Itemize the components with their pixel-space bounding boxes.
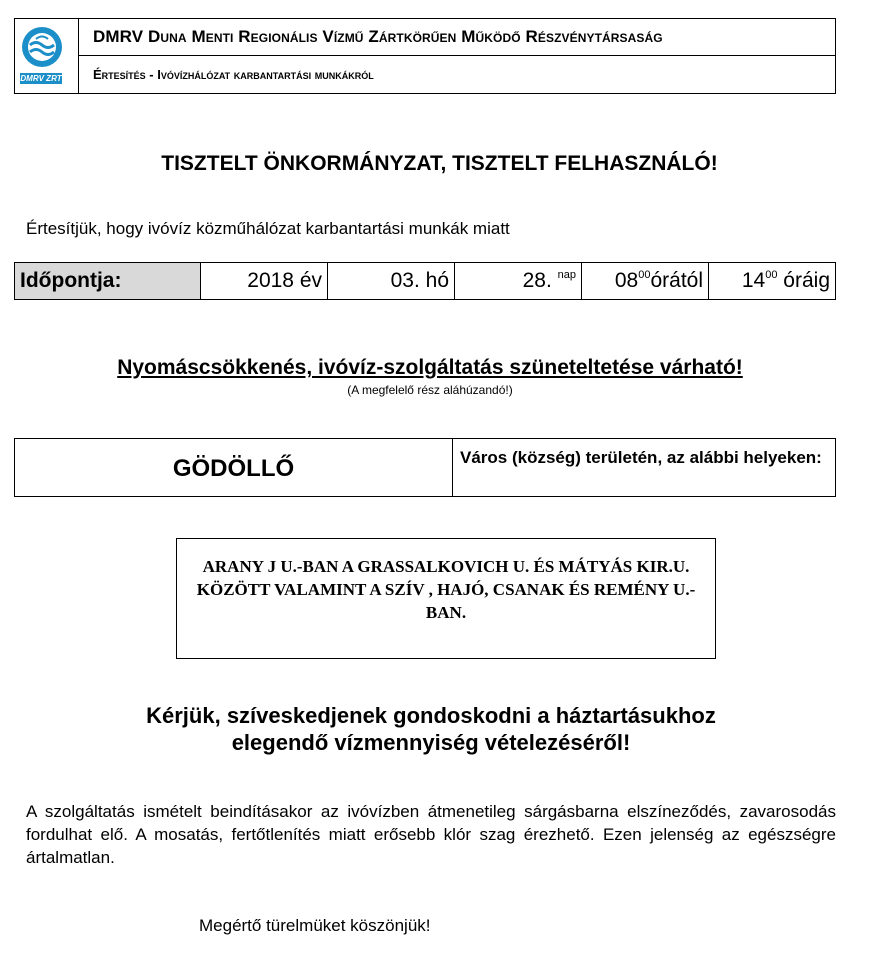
location-box (14, 438, 836, 497)
schedule-year: 2018 év (201, 263, 328, 300)
end-suffix: óráig (777, 269, 830, 292)
restart-info: A szolgáltatás ismételt beindításakor az ivóvízben átmenetileg sárgásbarna elszíneződés, zavarosodás fordulhat elő. A mosatás, fertőtlenítés miatt erősebb klór szag érezhető. Ezen jelenség az egészségre ártalmatlan. (26, 802, 836, 867)
schedule-end-time (709, 263, 836, 300)
schedule-month: 03. hó (328, 263, 455, 300)
end-minute: 00 (765, 269, 778, 281)
letterhead (14, 18, 836, 94)
thanks-text: Megértő türelmüket köszönjük! (199, 916, 431, 935)
schedule-table (14, 262, 836, 300)
water-drop-logo-icon (20, 25, 74, 75)
document-subject: Értesítés - Ivóvízhálózat karbantartási munkákról (93, 67, 374, 82)
start-suffix: órától (650, 269, 703, 292)
service-warning: Nyomáscsökkenés, ivóvíz-szolgáltatás szüneteltetése várható! (117, 356, 743, 379)
location-note: Város (község) területén, az alábbi helyeken: (460, 448, 822, 467)
start-hour: 08 (614, 269, 639, 292)
water-storage-request (0, 702, 862, 756)
request-line-2: elegendő vízmennyiség vételezéséről! (231, 730, 631, 755)
request-line-1: Kérjük, szíveskedjenek gondoskodni a háztartásukhoz (146, 703, 716, 728)
schedule-day-value: 28. (522, 269, 552, 292)
schedule-label: Időpontja: (15, 263, 201, 300)
schedule-day-unit: nap (557, 269, 576, 281)
intro-text: Értesítjük, hogy ivóvíz közműhálózat karbantartási munkák miatt (26, 219, 510, 238)
company-logo (15, 19, 79, 93)
schedule-start-time (582, 263, 709, 300)
schedule-day (455, 263, 582, 300)
start-minute: 00 (638, 269, 651, 281)
underline-hint: (A megfelelő rész aláhúzandó!) (347, 383, 513, 397)
greeting-heading: TISZTELT ÖNKORMÁNYZAT, TISZTELT FELHASZNÁLÓ! (161, 152, 718, 175)
city-name: GÖDÖLLŐ (15, 439, 453, 496)
logo-text: DMRV ZRT (20, 74, 62, 83)
schedule-row (15, 263, 836, 300)
end-hour: 14 (741, 269, 766, 292)
affected-streets: ARANY J U.-BAN A GRASSALKOVICH U. ÉS MÁTYÁS KIR.U. KÖZÖTT VALAMINT A SZÍV , HAJÓ, CSANAK ÉS REMÉNY U.-BAN. (176, 538, 716, 659)
company-name: DMRV Duna Menti Regionális Vízmű Zártkörűen Működő Részvénytársaság (79, 19, 835, 56)
